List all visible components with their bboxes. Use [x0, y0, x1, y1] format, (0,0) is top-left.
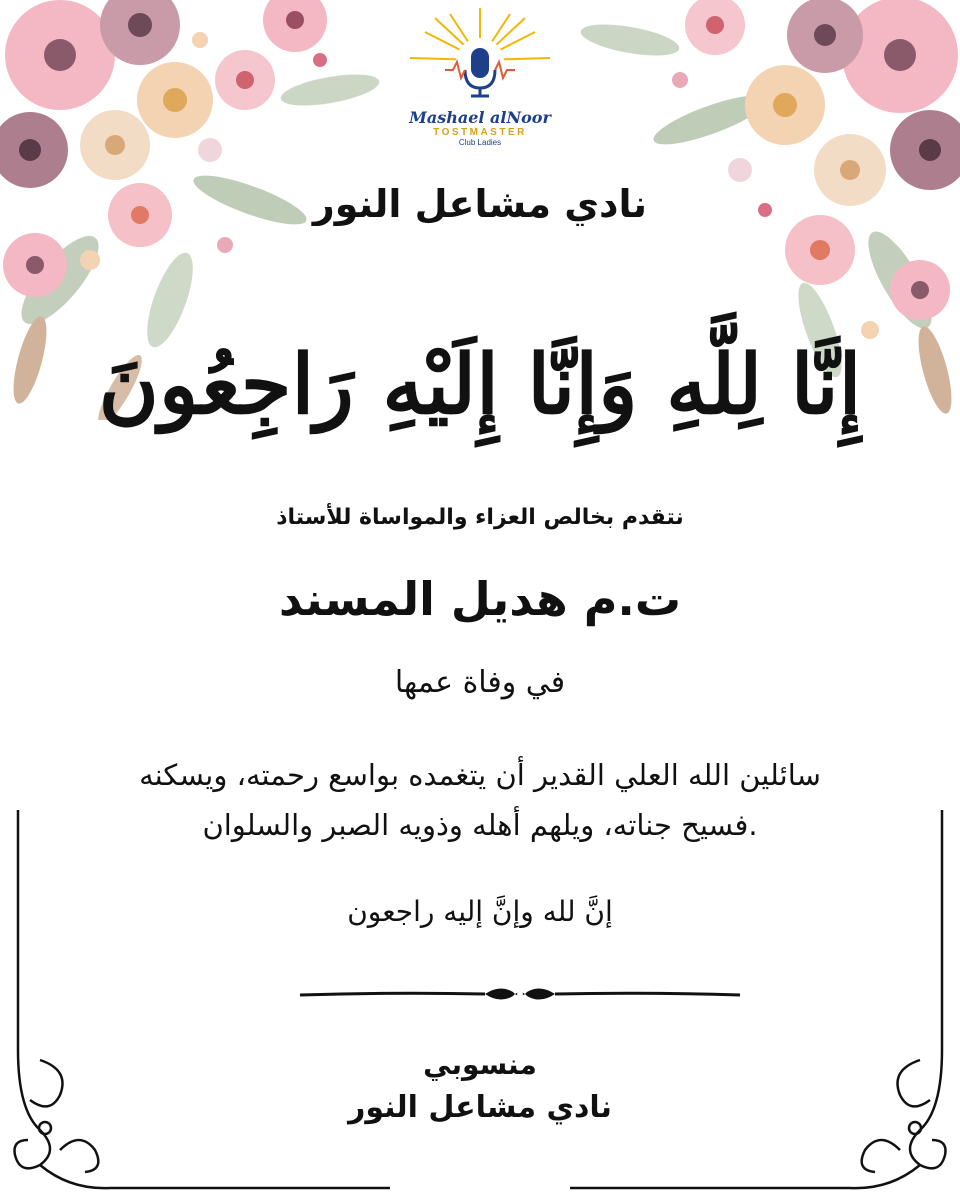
prayer-line-2: .فسيح جناته، ويلهم أهله وذويه الصبر والسلوان: [202, 808, 758, 842]
occasion-text: في وفاة عمها: [394, 665, 566, 700]
microphone-icon: [395, 0, 565, 110]
ornament-divider: [295, 980, 745, 1010]
signature-line-2: نادي مشاعل النور: [348, 1090, 612, 1125]
prayer-text: [120, 750, 840, 850]
signature-line-1: منسوبي: [423, 1048, 537, 1081]
prayer-line-1: سائلين الله العلي القدير أن يتغمده بواسع رحمته، ويسكنه: [139, 758, 821, 792]
calligraphy-verse: إِنَّا لِلَّهِ وَإِنَّا إِلَيْهِ رَاجِعُونَ: [98, 337, 862, 433]
recipient-name: ت.م هديل المسند: [278, 572, 682, 626]
closing-verse: إنَّ لله وإنَّ إليه راجعون: [347, 895, 613, 928]
club-title: نادي مشاعل النور: [312, 182, 648, 226]
logo-tagline: Club Ladies: [458, 138, 502, 147]
club-logo: [395, 0, 565, 150]
logo-subtitle: TOSTMASTER: [433, 127, 527, 138]
condolence-intro: نتقدم بخالص العزاء والمواساة للأستاذ: [276, 505, 684, 530]
logo-name: Mashael alNoor: [409, 108, 551, 127]
